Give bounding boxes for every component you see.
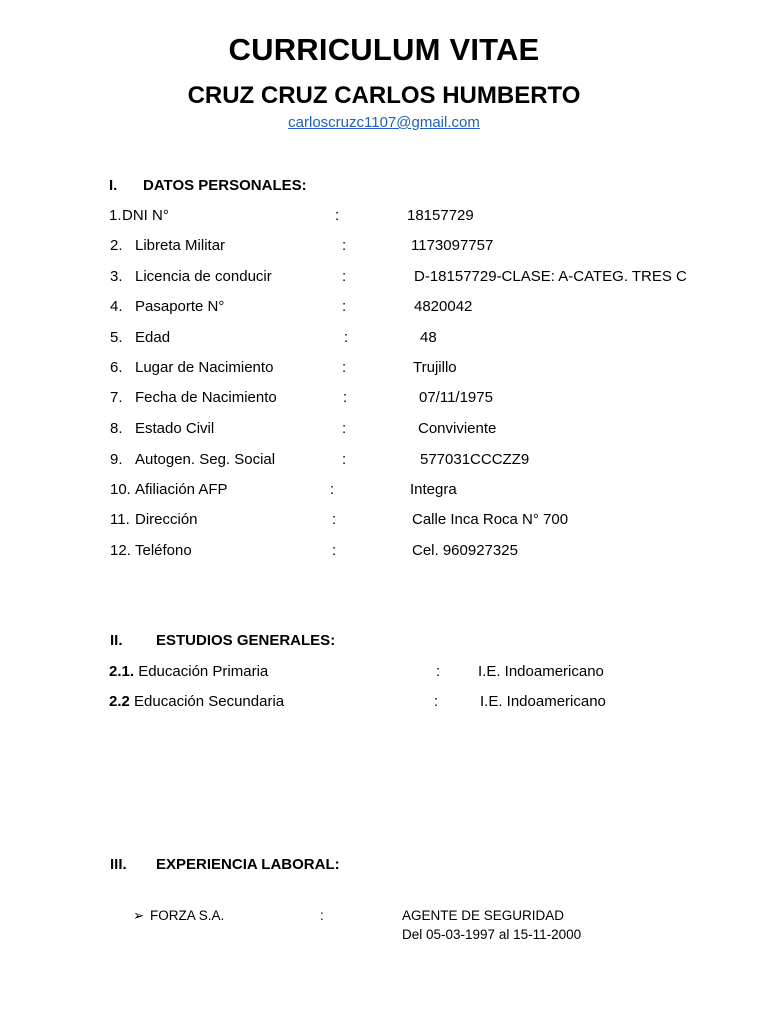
item-number: 2. (110, 237, 123, 254)
item-separator: : (342, 298, 347, 315)
bullet-arrow-icon: ➢ (133, 908, 145, 923)
study-row-primaria (109, 663, 268, 680)
item-number: 6. (110, 359, 123, 376)
item-label-pasaporte: Pasaporte N° (135, 298, 225, 315)
experience-period: Del 05-03-1997 al 15-11-2000 (402, 927, 582, 942)
section-heading-personal: DATOS PERSONALES: (143, 177, 307, 194)
item-label-telefono: Teléfono (135, 542, 192, 559)
item-label-dni: DNI N° (122, 207, 169, 224)
item-number: 2.2 (109, 693, 130, 710)
item-number: 12. (110, 542, 131, 559)
item-separator: : (330, 481, 335, 498)
item-label-autogen: Autogen. Seg. Social (135, 451, 276, 468)
experience-role: AGENTE DE SEGURIDAD (402, 908, 565, 923)
item-number: 2.1. (109, 663, 135, 680)
item-separator: : (342, 451, 347, 468)
experience-company: FORZA S.A. (150, 908, 225, 923)
item-separator: : (335, 207, 340, 224)
item-separator: : (343, 389, 348, 406)
item-label-primaria: Educación Primaria (138, 663, 269, 680)
item-separator: : (320, 908, 324, 923)
item-label-lugar-nacimiento: Lugar de Nacimiento (135, 359, 274, 376)
item-number: 1. (109, 207, 122, 224)
item-value-licencia: D-18157729-CLASE: A-CATEG. TRES C (414, 268, 687, 285)
email-link[interactable]: carloscruzc1107@gmail.com (288, 114, 480, 131)
item-value-libreta-militar: 1173097757 (411, 237, 494, 254)
item-label-libreta-militar: Libreta Militar (135, 237, 226, 254)
item-label-direccion: Dirección (135, 511, 198, 528)
item-separator: : (342, 359, 347, 376)
item-number: 3. (110, 268, 123, 285)
item-value-fecha-nacimiento: 07/11/1975 (419, 389, 493, 406)
item-number: 8. (110, 420, 123, 437)
item-label-fecha-nacimiento: Fecha de Nacimiento (135, 389, 277, 406)
item-number: 9. (110, 451, 123, 468)
item-label-licencia: Licencia de conducir (135, 268, 272, 285)
section-heading-experience: EXPERIENCIA LABORAL: (156, 856, 340, 873)
item-value-telefono: Cel. 960927325 (412, 542, 518, 559)
candidate-name: CRUZ CRUZ CARLOS HUMBERTO (187, 82, 581, 109)
item-value-secundaria: I.E. Indoamericano (480, 693, 606, 710)
item-separator: : (342, 237, 347, 254)
item-value-afp: Integra (410, 481, 457, 498)
item-separator: : (434, 693, 439, 710)
item-value-lugar-nacimiento: Trujillo (413, 359, 457, 376)
item-separator: : (344, 329, 349, 346)
item-number: 10. (110, 481, 131, 498)
item-separator: : (332, 511, 337, 528)
item-value-pasaporte: 4820042 (414, 298, 473, 315)
item-label-edad: Edad (135, 329, 171, 346)
section-number-studies: II. (110, 632, 123, 649)
item-number: 11. (110, 511, 130, 528)
item-value-direccion: Calle Inca Roca N° 700 (412, 511, 569, 528)
item-number: 5. (110, 329, 123, 346)
section-number-personal: I. (109, 177, 118, 194)
item-value-primaria: I.E. Indoamericano (478, 663, 604, 680)
item-value-dni: 18157729 (407, 207, 474, 224)
item-separator: : (332, 542, 337, 559)
item-number: 4. (110, 298, 123, 315)
item-label-estado-civil: Estado Civil (135, 420, 215, 437)
item-label-afp: Afiliación AFP (135, 481, 228, 498)
item-separator: : (342, 268, 347, 285)
section-heading-studies: ESTUDIOS GENERALES: (156, 632, 336, 649)
study-row-secundaria (109, 693, 284, 710)
section-number-experience: III. (110, 856, 127, 873)
document-title: CURRICULUM VITAE (228, 32, 540, 67)
item-value-estado-civil: Conviviente (418, 420, 497, 437)
item-value-edad: 48 (420, 329, 437, 346)
item-value-autogen: 577031CCCZZ9 (420, 451, 530, 468)
item-number: 7. (110, 389, 123, 406)
item-separator: : (436, 663, 441, 680)
item-label-secundaria: Educación Secundaria (134, 693, 285, 710)
item-separator: : (342, 420, 347, 437)
